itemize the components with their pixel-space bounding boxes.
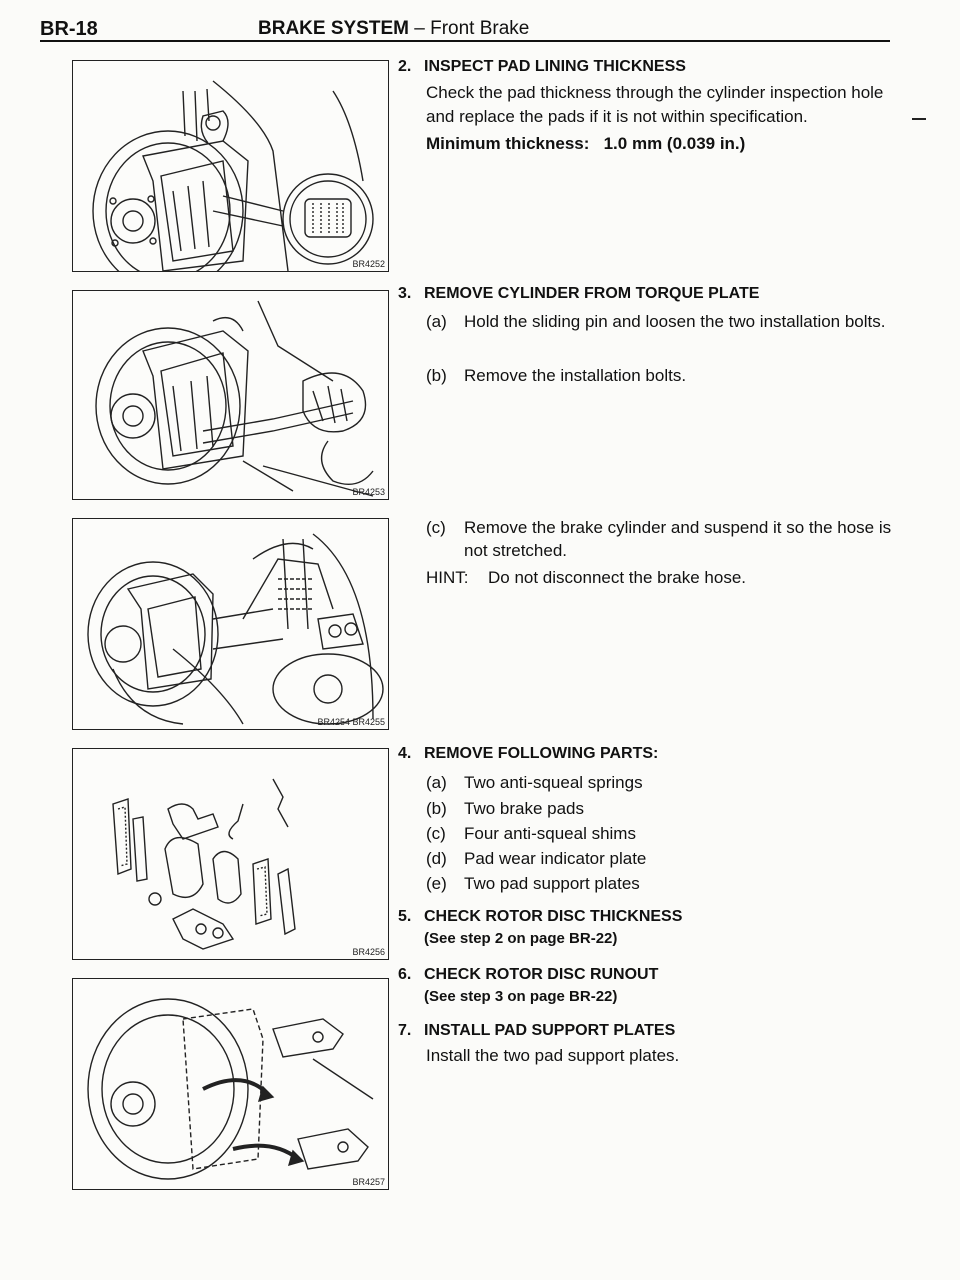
item-label: (e)	[426, 874, 447, 893]
figure-code: BR4257	[352, 1177, 385, 1187]
hint-text: Do not disconnect the brake hose.	[488, 568, 746, 587]
page-title	[258, 18, 529, 40]
step-number: 2.	[398, 58, 412, 75]
step-number: 5.	[398, 908, 412, 925]
item-label: (c)	[426, 824, 446, 843]
suspended-cylinder-icon	[73, 519, 388, 729]
page-header	[40, 16, 890, 42]
step-title: CHECK ROTOR DISC RUNOUT	[424, 966, 659, 983]
step-2-body: Check the pad thickness through the cylinder inspection hole and replace the pads if it is not within specification.	[426, 83, 884, 126]
item-label: (a)	[426, 773, 447, 792]
wrench-on-caliper-icon	[73, 291, 388, 499]
margin-mark	[912, 118, 926, 120]
item-text: Two brake pads	[464, 799, 585, 818]
figure-code: BR4256	[352, 947, 385, 957]
step-7-body: Install the two pad support plates.	[426, 1046, 680, 1065]
item-text: Two pad support plates	[464, 874, 640, 893]
item-label: (d)	[426, 849, 447, 868]
figure-code: BR4253	[352, 487, 385, 497]
figure-code: BR4254 BR4255	[317, 717, 385, 727]
item-text: Hold the sliding pin and loosen the two installation bolts.	[464, 312, 886, 331]
item-label: (c)	[426, 518, 446, 537]
subsection-name: Front Brake	[430, 18, 530, 39]
install-support-plates-icon	[73, 979, 388, 1189]
title-separator: –	[408, 18, 431, 39]
item-text: Remove the installation bolts.	[464, 366, 687, 385]
figure-pad-inspection	[72, 60, 389, 272]
figure-code: BR4252	[352, 259, 385, 269]
spec-value: 1.0 mm (0.039 in.)	[603, 134, 746, 153]
figure-loosen-bolts	[72, 290, 389, 500]
header-rule	[40, 40, 890, 42]
step-number: 4.	[398, 745, 412, 762]
item-text: Two anti-squeal springs	[464, 773, 643, 792]
step-title: INSTALL PAD SUPPORT PLATES	[424, 1022, 676, 1039]
item-label: (b)	[426, 799, 447, 818]
step-number: 7.	[398, 1022, 412, 1039]
step-number: 3.	[398, 285, 412, 302]
step-title: CHECK ROTOR DISC THICKNESS	[424, 908, 683, 925]
item-label: (a)	[426, 312, 447, 331]
exploded-pads-icon	[73, 749, 388, 959]
item-text: Four anti-squeal shims	[464, 824, 636, 843]
item-text: Pad wear indicator plate	[464, 849, 647, 868]
hint-label: HINT:	[426, 568, 469, 587]
figure-remove-cylinder	[72, 518, 389, 730]
item-label: (b)	[426, 366, 447, 385]
page-number: BR-18	[40, 18, 98, 40]
caliper-inspection-hole-icon	[73, 61, 388, 271]
figure-install-plates	[72, 978, 389, 1190]
step-number: 6.	[398, 966, 412, 983]
spec-label: Minimum thickness:	[426, 134, 590, 153]
section-name: BRAKE SYSTEM	[258, 18, 409, 39]
item-text: Remove the brake cylinder and suspend it so the hose is not stretched.	[464, 518, 892, 560]
step-title: REMOVE FOLLOWING PARTS:	[424, 745, 659, 762]
step-title: REMOVE CYLINDER FROM TORQUE PLATE	[424, 285, 760, 302]
figure-exploded-parts	[72, 748, 389, 960]
step-reference: (See step 2 on page BR-22)	[424, 930, 618, 947]
step-title: INSPECT PAD LINING THICKNESS	[424, 58, 686, 75]
step-reference: (See step 3 on page BR-22)	[424, 988, 618, 1005]
step-2-spec	[426, 132, 896, 156]
